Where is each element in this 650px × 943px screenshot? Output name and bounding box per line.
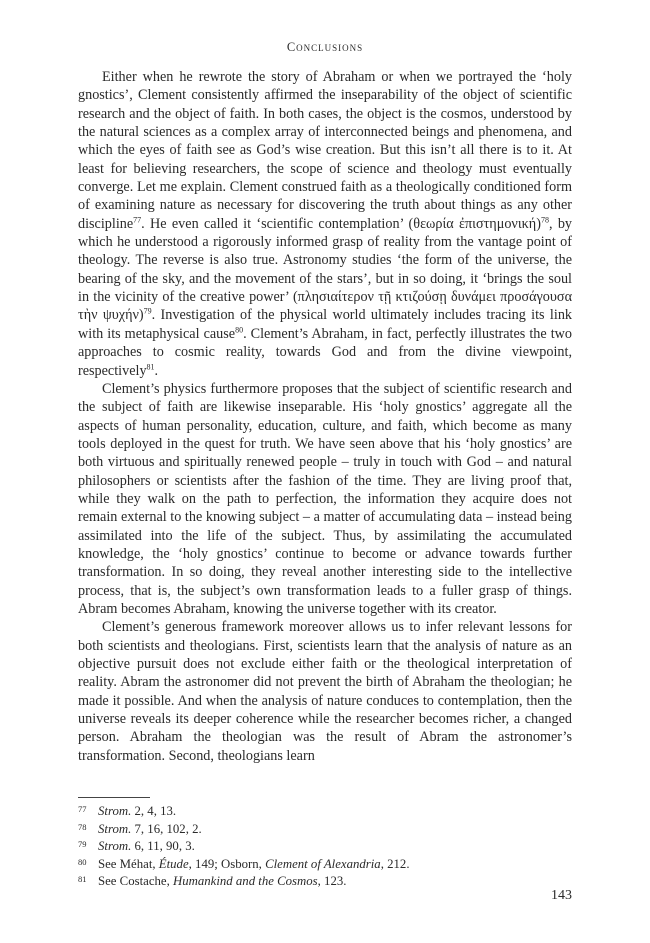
text-run: , by which he understood a rigorously informed grasp of reality from the vantage point of theology. The reverse is also true. Astronomy studies ‘the form of the universe, the bearing of the sky, and the movement of the stars’, but in so doing, it ‘brings the soul in the vicinity of the creative power’ (πλησιαίτερον τῇ κτιζούσῃ δυνάμει προσάγουσα τὴν ψυχήν) (78, 215, 573, 324)
footnote-number: 80 (78, 856, 87, 867)
text-run: . Investigation of the physical world ultimately includes tracing its link with its metaphysical cause (78, 307, 573, 342)
footnote-number: 77 (78, 804, 87, 814)
paragraph-2 (78, 380, 572, 618)
citation-title: Strom. (98, 839, 132, 854)
text-run: Clement’s generous framework moreover allows us to infer relevant lessons for both scientists and theologians. First, scientists learn that the analysis of nature as an objective pursuit does not exclude either faith or the theological interpretation of reality. Abram the astronomer did not prevent the birth of Abraham the theologian; he made it possible. And when the analysis of nature conduces to contemplation, then the universe reveals its deeper coherence while the researcher becomes richer, a changed person. Abraham the theologian was the result of Abram the astronomer’s transformation. Second, theologians learn (78, 619, 572, 764)
footnote-number: 81 (78, 874, 87, 885)
text-run: . (154, 362, 159, 379)
footnote-number: 79 (78, 839, 87, 850)
text-run: , 149; Osborn, (188, 856, 266, 871)
paragraph-1 (78, 68, 572, 380)
footnote-number: 78 (78, 821, 87, 832)
footnote-81 (78, 873, 572, 891)
citation-title: Strom. (98, 821, 132, 836)
footnote-78 (78, 821, 572, 839)
citation-title: Clement of Alexandria (265, 856, 381, 871)
citation-title: Étude (158, 856, 189, 871)
text-run: 7, 16, 102, 2. (131, 821, 202, 836)
footnote-77 (78, 803, 572, 821)
footnote-text (98, 856, 410, 874)
citation-title: Strom. (98, 804, 132, 818)
text-run: . He even called it ‘scientific contemplation’ (θεωρία ἐπιστημονική) (141, 215, 541, 232)
footnotes (78, 803, 572, 891)
text-run: Clement’s physics furthermore proposes that the subject of scientific research and the subject of faith are likewise inseparable. His ‘holy gnostics’ aggregate all the aspects of human personality, education, culture, and faith, which become as many tools deployed in the quest for truth. We have seen above that his ‘holy gnostics’ are both virtuous and spiritually renewed people – truly in touch with God – and natural philosophers or scientists after the fashion of the time. They are living proof that, while they walk on the path to perfection, the information they acquire does not remain external to the knowing subject – a matter of accumulating data – instead being assimilated into the life of the subject. Thus, by assimilating the accumulated knowledge, the ‘holy gnostics’ continue to become or advance towards further transformation. In so doing, they reveal another interesting side to the intellective process, that is, the subject’s own transformation leads to a fuller grasp of things. Abram becomes Abraham, knowing the universe together with its creator. (78, 380, 572, 617)
footnote-79 (78, 838, 572, 856)
footnote-divider (78, 797, 150, 798)
footnote-marker: 78 (540, 215, 549, 225)
text-run: , 123. (317, 874, 347, 889)
footnote-80 (78, 856, 572, 874)
page-number: 143 (551, 888, 572, 903)
body-text (78, 68, 572, 765)
text-run: , 212. (380, 856, 410, 871)
paragraph-3 (78, 618, 572, 765)
text-run: 2, 4, 13. (131, 804, 177, 818)
text-run: See Méhat, (98, 856, 159, 871)
footnote-text (98, 838, 195, 856)
footnote-text (98, 803, 176, 821)
text-run: 6, 11, 90, 3. (131, 839, 195, 854)
footnote-text (98, 873, 346, 891)
footnote-marker: 77 (133, 215, 142, 225)
footnote-text (98, 821, 202, 839)
citation-title: Humankind and the Cosmos (172, 874, 318, 889)
text-run: . Clement’s Abraham, in fact, perfectly illustrates the two approaches to cosmic reality, towards God and from the divine viewpoint, respectively (78, 325, 572, 379)
footnote-marker: 80 (235, 325, 244, 335)
running-header: Conclusions (286, 40, 364, 54)
footnote-marker: 79 (143, 306, 152, 316)
footnote-marker: 81 (146, 361, 155, 371)
text-run: See Costache, (98, 874, 173, 889)
text-run: Either when he rewrote the story of Abraham or when we portrayed the ‘holy gnostics’, Clement consistently affirmed the inseparability of the object of scientific research and the object of faith. In both cases, the object is the cosmos, understood by the natural sciences as a complex array of interconnected beings and phenomena, and which the eyes of faith see as God’s wise creation. But this isn’t all there is to it. At least for believing researchers, the scope of science and theology must eventually converge. Let me explain. Clement construed faith as a theologically conditioned form of examining nature as necessary for discovering the truth about things as any other discipline (78, 69, 572, 232)
